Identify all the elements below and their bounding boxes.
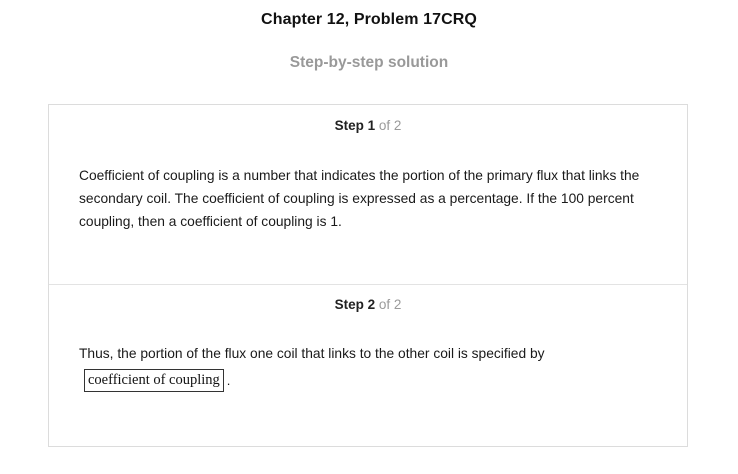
- step-number: 2: [367, 297, 376, 312]
- step-number: 1: [367, 118, 376, 133]
- step-body: [79, 342, 669, 392]
- step-total: of 2: [378, 118, 402, 133]
- answer-line: [79, 369, 669, 392]
- step-word: Step: [334, 118, 364, 133]
- boxed-answer: coefficient of coupling: [84, 369, 224, 392]
- step-word: Step: [334, 297, 364, 312]
- step-text: Thus, the portion of the flux one coil that links to the other coil is specified by: [79, 346, 545, 361]
- step-text: Coefficient of coupling is a number that indicates the portion of the primary flux that links the secondary coil. The coefficient of coupling is expressed as a percentage. If the 100 percent coupling, then a coefficient of coupling is 1.: [79, 168, 640, 229]
- step-section: [49, 105, 687, 285]
- page-title: Chapter 12, Problem 17CRQ: [261, 11, 477, 28]
- page-subtitle: Step-by-step solution: [289, 54, 449, 71]
- answer-period: .: [226, 373, 231, 388]
- solution-card: [48, 104, 688, 447]
- step-total: of 2: [378, 297, 402, 312]
- step-header: [49, 118, 687, 133]
- step-header: [49, 297, 687, 312]
- step-section: [49, 284, 687, 446]
